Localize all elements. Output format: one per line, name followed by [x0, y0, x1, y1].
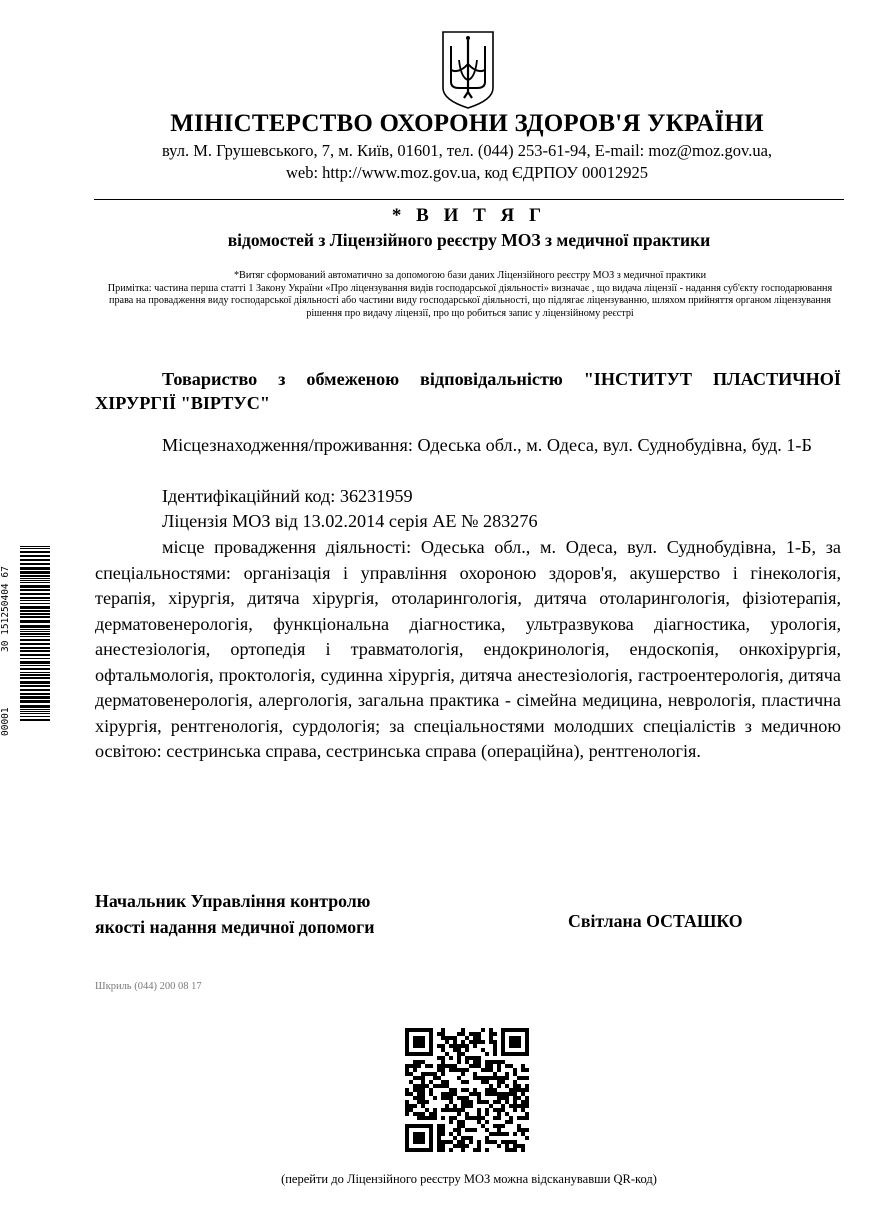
trident-icon	[441, 30, 495, 110]
signatory-position-line1: Начальник Управління контролю	[95, 891, 371, 911]
barcode-number-part1: 30 151250404 67	[0, 566, 11, 652]
signatory-position-line2: якості надання медичної допомоги	[95, 917, 375, 937]
footnote-line1: *Витяг сформований автоматично за допомогою бази даних Ліцензійного реєстру МОЗ з медичної практики	[233, 270, 707, 281]
signatory-name: Світлана ОСТАШКО	[568, 911, 743, 931]
signatory-position	[95, 888, 374, 940]
header-divider	[94, 199, 844, 200]
executor-contact: Шкриль (044) 200 08 17	[95, 981, 202, 992]
activity-specialties: місце провадження діяльності: Одеська обл., м. Одеса, вул. Суднобудівна, 1-Б, за спеціальностями: організація і управління охороною здоров'я, акушерство і гінекологія, терапія, хірургія, дитяча хірургія, отоларингологія, дитяча отоларингологія, фізіотерапія, дерматовенерологія, функціональна діагностика, ультразвукова діагностика, урологія, анестезіологія, ортопедія і травматологія, ендокринологія, ендоскопія, онкохірургія, офтальмологія, проктологія, судинна хірургія, дитяча анестезіологія, гастроентерологія, дитяча дерматовенерологія, алергологія, загальна практика - сімейна медицина, неврологія, пластична хірургія, рентгенологія, сурдологія; за спеціальностями молодших спеціалістів з медичною освітою: сестринська справа, сестринська справа (операційна), рентгенологія.	[95, 537, 841, 761]
footnote-note: Примітка: частина перша статті 1 Закону України «Про ліцензування видів господарської діяльності» визначає , що видача ліцензії - надання суб'єкту господарювання права на провадження виду господарської діяльності або частини виду господарської діяльності, що підлягає ліцензуванню, шляхом прийняття органом ліцензування рішення про видачу ліцензії, про що робиться запис у ліцензійному реєстрі	[107, 282, 833, 319]
extract-title: * В И Т Я Г	[391, 205, 547, 226]
qr-code-icon[interactable]	[405, 1028, 529, 1152]
extract-footnote	[100, 270, 840, 320]
barcode	[0, 536, 50, 736]
license-number: Ліцензія МОЗ від 13.02.2014 серія АЕ № 283276	[162, 511, 538, 531]
ministry-address: вул. М. Грушевського, 7, м. Київ, 01601, тел. (044) 253-61-94, E-mail: moz@moz.gov.ua,	[161, 141, 773, 160]
ministry-name: МІНІСТЕРСТВО ОХОРОНИ ЗДОРОВ'Я УКРАЇНИ	[170, 110, 764, 137]
barcode-icon	[20, 546, 50, 722]
licensee-name: Товариство з обмеженою відповідальністю "ІНСТИТУТ ПЛАСТИЧНОЇ ХІРУРГІЇ "ВІРТУС"	[95, 369, 841, 413]
licensee-location: Місцезнаходження/проживання: Одеська обл., м. Одеса, вул. Суднобудівна, буд. 1-Б	[162, 435, 812, 455]
licensee-id-code: Ідентифікаційний код: 36231959	[162, 486, 413, 506]
qr-caption: (перейти до Ліцензійного реєстру МОЗ можна відсканувавши QR-код)	[281, 1172, 657, 1186]
ministry-web: web: http://www.moz.gov.ua, код ЄДРПОУ 00012925	[285, 163, 649, 182]
barcode-number-part2: 00001	[0, 707, 11, 736]
extract-subtitle: відомостей з Ліцензійного реєстру МОЗ з медичної практики	[227, 230, 711, 250]
